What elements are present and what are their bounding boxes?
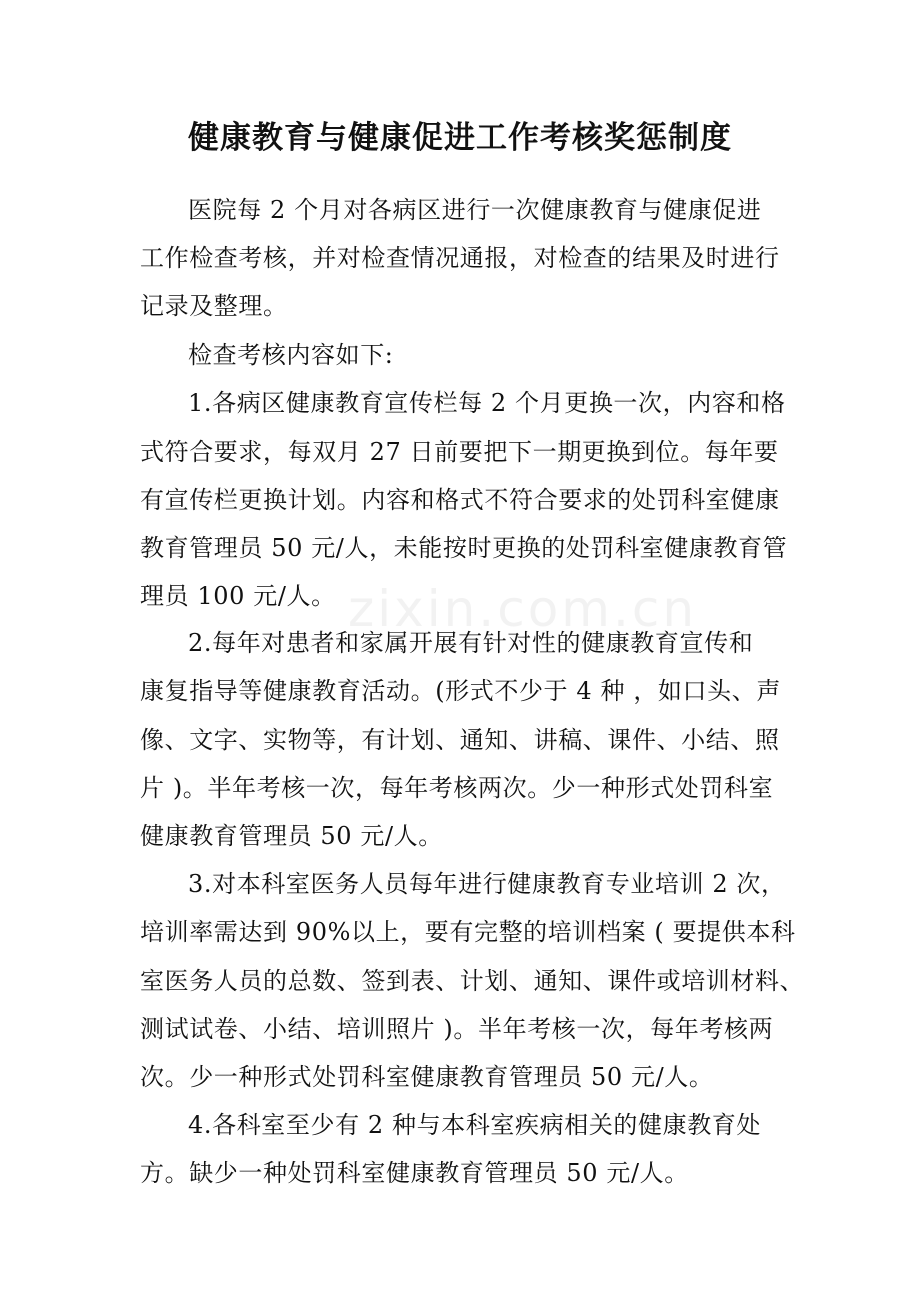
paragraph-line: 检查考核内容如下: [188,341,394,369]
paragraph-line: 健康教育管理员 50 元/人。 [140,822,443,850]
paragraph-line: 康复指导等健康教育活动。(形式不少于 4 种 ，如口头、声 [140,677,781,705]
paragraph-line: 方。缺少一种处罚科室健康教育管理员 50 元/人。 [140,1159,689,1187]
paragraph-line: 4.各科室至少有 2 种与本科室疾病相关的健康教育处 [188,1111,762,1139]
paragraph-line: 3.对本科室医务人员每年进行健康教育专业培训 2 次， [188,870,786,898]
paragraph-line: 记录及整理。 [140,292,288,320]
paragraph-line: 次。少一种形式处罚科室健康教育管理员 50 元/人。 [140,1063,714,1091]
watermark: zixin.com.cn [348,580,698,638]
paragraph-line: 式符合要求，每双月 27 日前要把下一期更换到位。每年要 [140,438,779,466]
paragraph-line: 片 )。半年考核一次，每年考核两次。少一种形式处罚科室 [140,774,774,802]
paragraph-line: 教育管理员 50 元/人，未能按时更换的处罚科室健康教育管 [140,534,788,562]
paragraph-line: 医院每 2 个月对各病区进行一次健康教育与健康促进 [188,196,762,224]
paragraph-line: 1.各病区健康教育宣传栏每 2 个月更换一次，内容和格 [188,389,786,417]
paragraph-line: 有宣传栏更换计划。内容和格式不符合要求的处罚科室健康 [140,486,780,514]
paragraph-line: 工作检查考核，并对检查情况通报，对检查的结果及时进行 [140,244,780,272]
paragraph-line: 培训率需达到 90%以上，要有完整的培训档案 ( 要提供本科 [140,918,796,946]
paragraph-line: 2.每年对患者和家属开展有针对性的健康教育宣传和 [188,629,754,657]
document-title: 健康教育与健康促进工作考核奖惩制度 [188,120,732,156]
paragraph-line: 理员 100 元/人。 [140,582,336,610]
paragraph-line: 室医务人员的总数、签到表、计划、通知、课件或培训材料、 [140,967,805,995]
paragraph-line: 像、文字、实物等，有计划、通知、讲稿、课件、小结、照 [140,726,780,754]
paragraph-line: 测试试卷、小结、培训照片 )。半年考核一次，每年考核两 [140,1015,774,1043]
